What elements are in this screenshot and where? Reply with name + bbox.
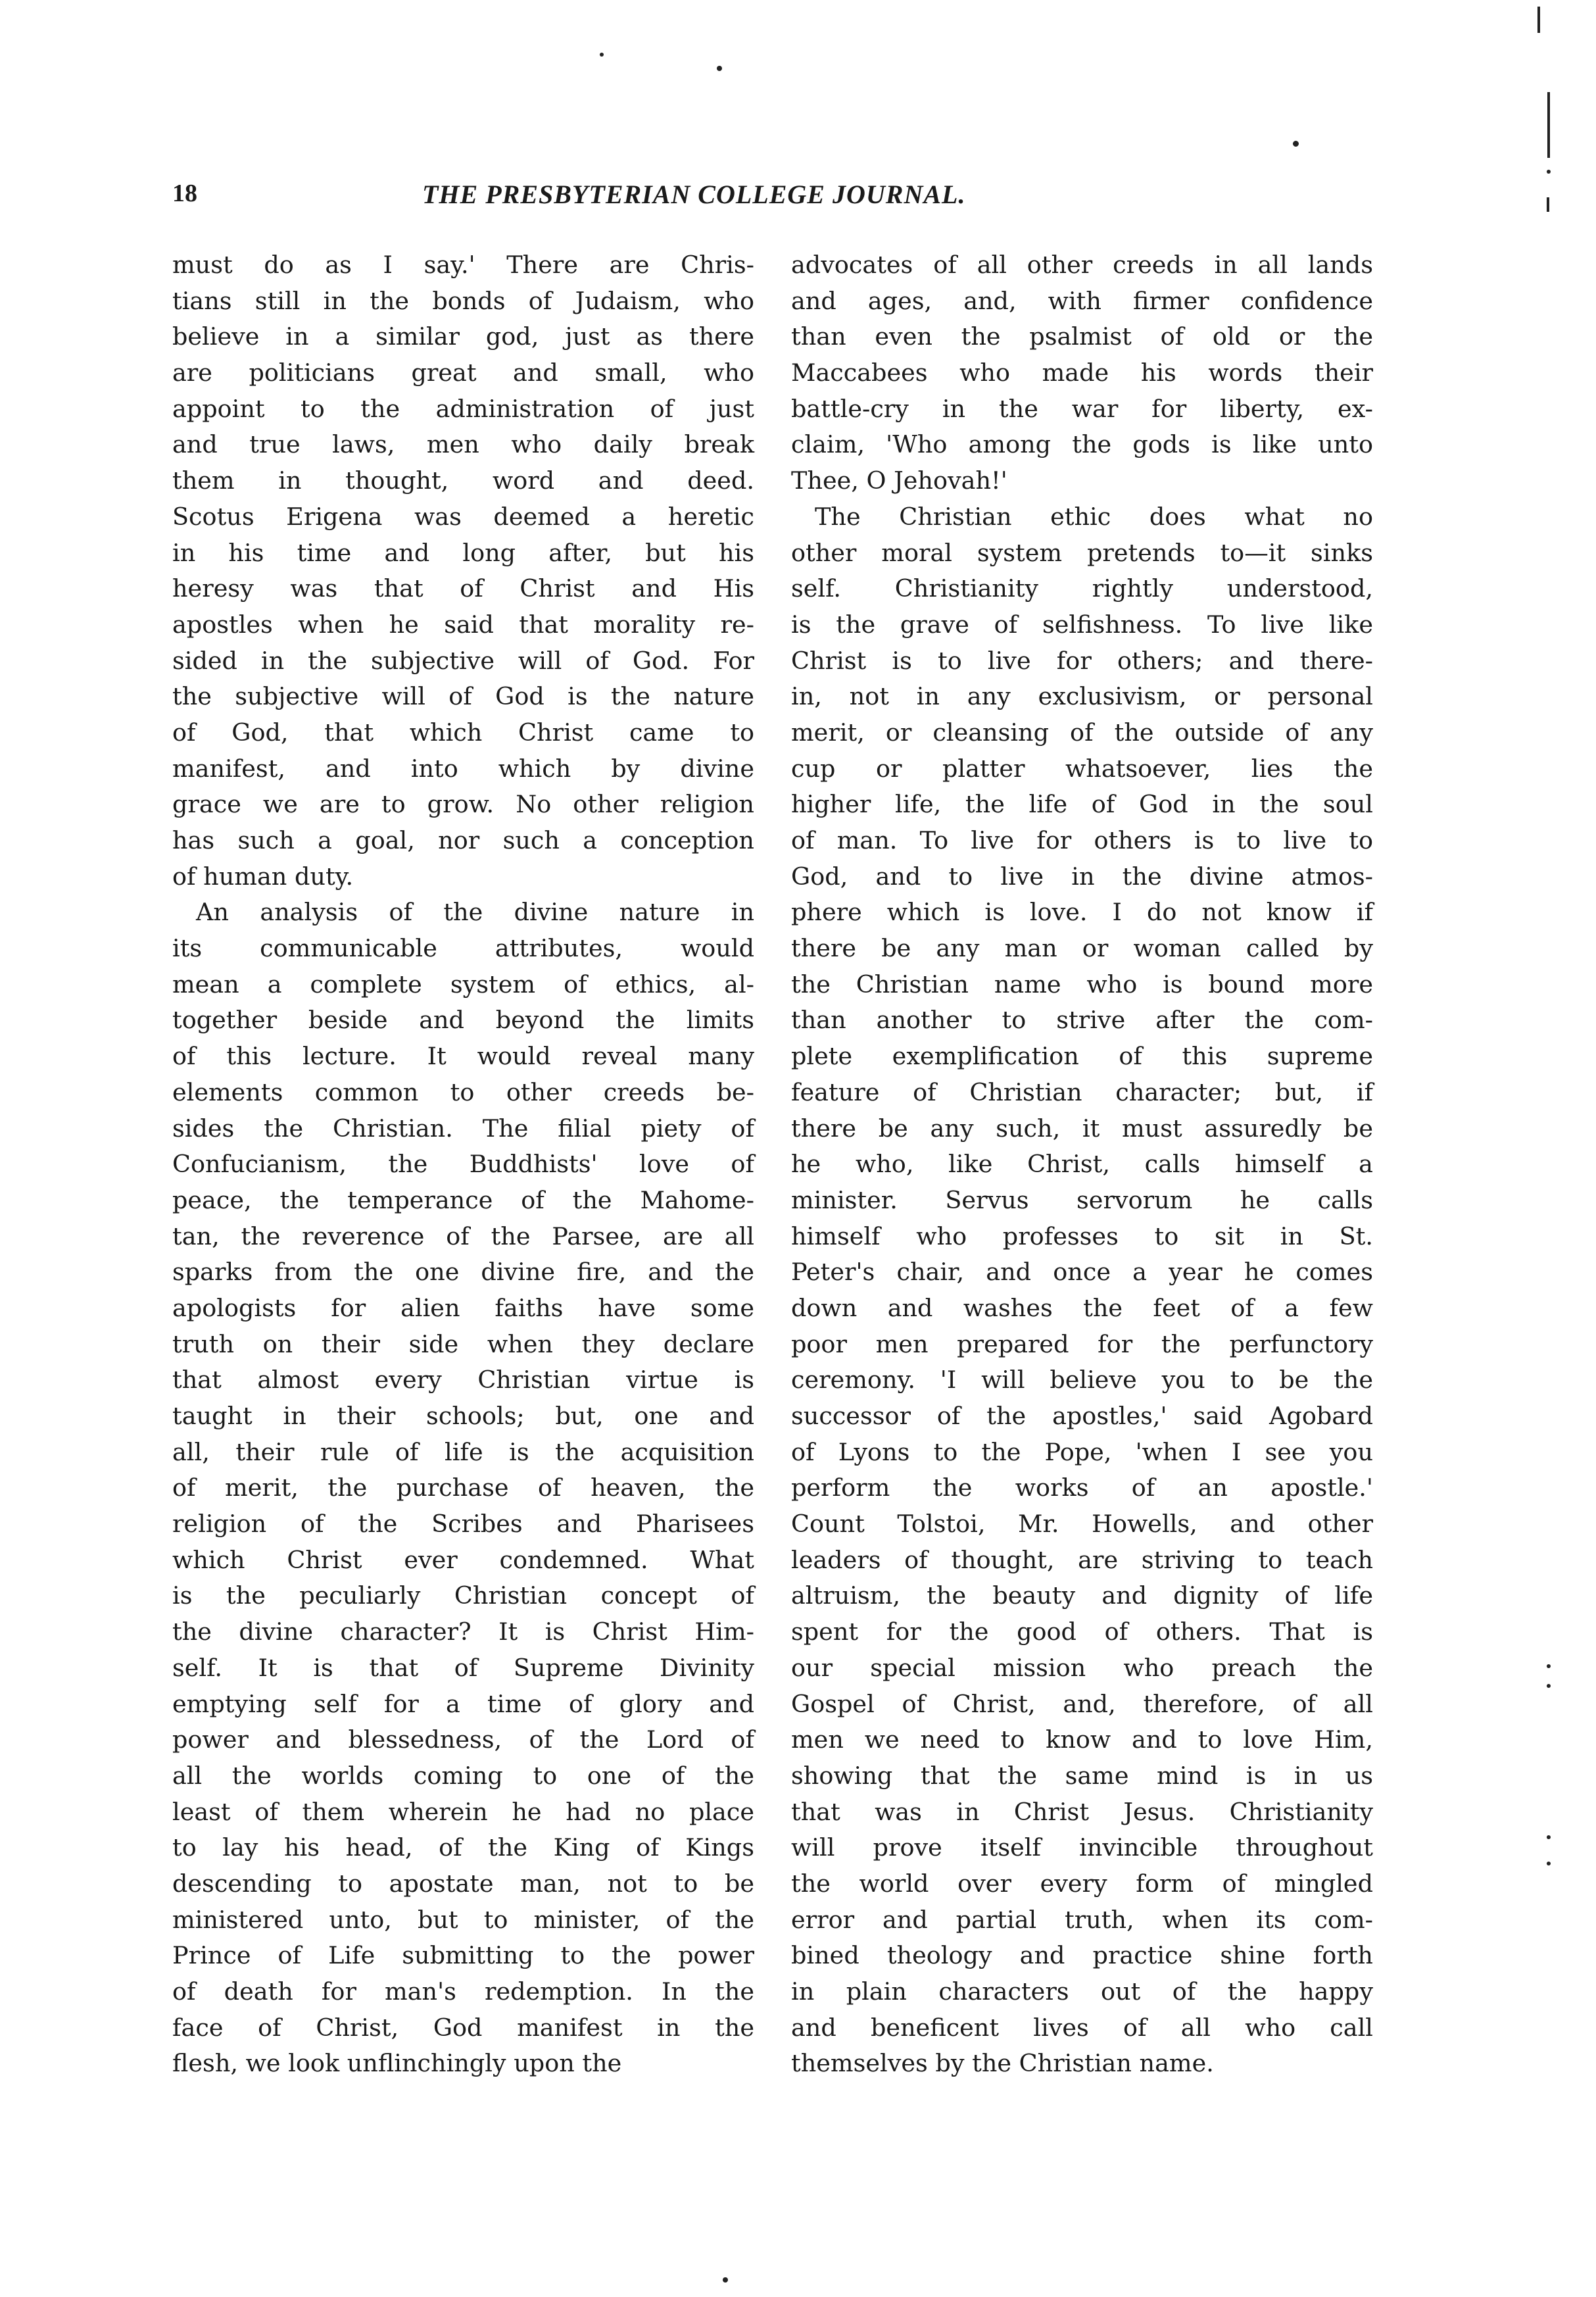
- text-line: Christ is to live for others; and there-: [791, 646, 1373, 675]
- text-line: minister. Servus servorum he calls: [791, 1185, 1373, 1214]
- text-line: taught in their schools; but, one and: [172, 1402, 754, 1430]
- text-line: he who, like Christ, calls himself a: [791, 1150, 1373, 1179]
- text-line: least of them wherein he had no place: [172, 1797, 754, 1826]
- margin-mark: [1547, 197, 1549, 212]
- text-line: all, their rule of life is the acquisition: [172, 1437, 754, 1466]
- text-line: flesh, we look unflinchingly upon the: [172, 2049, 622, 2078]
- scan-speck: [1547, 1664, 1551, 1668]
- text-line: ceremony. 'I will believe you to be the: [791, 1366, 1373, 1395]
- text-line: himself who professes to sit in St.: [791, 1222, 1373, 1250]
- text-line: sides the Christian. The filial piety of: [172, 1114, 754, 1143]
- text-line: than even the psalmist of old or the: [791, 322, 1373, 351]
- text-line: that almost every Christian virtue is: [172, 1366, 754, 1395]
- text-line: of merit, the purchase of heaven, the: [172, 1473, 754, 1502]
- text-line: perform the works of an apostle.': [791, 1473, 1373, 1502]
- text-line: The Christian ethic does what no: [815, 502, 1373, 531]
- text-line: together beside and beyond the limits: [172, 1006, 754, 1035]
- text-line: truth on their side when they declare: [172, 1329, 754, 1358]
- text-line: to lay his head, of the King of Kings: [172, 1833, 754, 1862]
- scan-speck: [723, 2277, 728, 2283]
- text-line: is the peculiarly Christian concept of: [172, 1581, 754, 1610]
- text-line: all the worlds coming to one of the: [172, 1761, 754, 1790]
- text-line: is the grave of selfishness. To live like: [791, 610, 1373, 639]
- text-line: manifest, and into which by divine: [172, 754, 754, 783]
- text-line: altruism, the beauty and dignity of life: [791, 1581, 1373, 1610]
- text-line: our special mission who preach the: [791, 1653, 1373, 1682]
- text-line: the subjective will of God is the nature: [172, 682, 754, 711]
- text-line: spent for the good of others. That is: [791, 1618, 1373, 1646]
- text-line: merit, or cleansing of the outside of any: [791, 718, 1373, 747]
- running-header: [172, 179, 1119, 218]
- text-line: apostles when he said that morality re-: [172, 610, 754, 639]
- text-line: tan, the reverence of the Parsee, are all: [172, 1222, 754, 1250]
- text-line: believe in a similar god, just as there: [172, 322, 754, 351]
- text-line: its communicable attributes, would: [172, 934, 754, 963]
- text-line: self. Christianity rightly understood,: [791, 574, 1373, 603]
- text-line: advocates of all other creeds in all lands: [791, 251, 1373, 279]
- text-line: themselves by the Christian name.: [791, 2049, 1214, 2078]
- text-line: must do as I say.' There are Chris-: [172, 251, 754, 279]
- text-line: sparks from the one divine fire, and the: [172, 1258, 754, 1287]
- text-line: sided in the subjective will of God. For: [172, 646, 754, 675]
- margin-mark: [1547, 92, 1550, 158]
- text-line: and beneficent lives of all who call: [791, 2013, 1373, 2042]
- text-line: appoint to the administration of just: [172, 394, 754, 423]
- text-line: the world over every form of mingled: [791, 1869, 1373, 1898]
- scan-speck: [1547, 1862, 1551, 1865]
- text-line: will prove itself invincible throughout: [791, 1833, 1373, 1862]
- text-line: heresy was that of Christ and His: [172, 574, 754, 603]
- text-line: Thee, O Jehovah!': [791, 466, 1007, 495]
- text-line: there be any man or woman called by: [791, 934, 1373, 963]
- text-line: religion of the Scribes and Pharisees: [172, 1510, 754, 1539]
- scan-speck: [717, 66, 722, 71]
- text-line: bined theology and practice shine forth: [791, 1941, 1373, 1970]
- text-line: grace we are to grow. No other religion: [172, 790, 754, 819]
- text-line: men we need to know and to love Him,: [791, 1725, 1373, 1754]
- text-line: successor of the apostles,' said Agobard: [791, 1402, 1373, 1430]
- left-column: [172, 247, 754, 2082]
- text-line: tians still in the bonds of Judaism, who: [172, 286, 754, 315]
- text-line: of man. To live for others is to live to: [791, 826, 1373, 854]
- text-line: the divine character? It is Christ Him-: [172, 1618, 754, 1646]
- text-line: An analysis of the divine nature in: [196, 898, 754, 927]
- scan-speck: [600, 53, 604, 57]
- text-line: the Christian name who is bound more: [791, 970, 1373, 999]
- text-line: power and blessedness, of the Lord of: [172, 1725, 754, 1754]
- text-line: them in thought, word and deed.: [172, 466, 754, 495]
- text-line: claim, 'Who among the gods is like unto: [791, 430, 1373, 459]
- text-line: self. It is that of Supreme Divinity: [172, 1653, 754, 1682]
- text-line: are politicians great and small, who: [172, 358, 754, 387]
- text-line: in plain characters out of the happy: [791, 1977, 1373, 2006]
- text-line: Confucianism, the Buddhists' love of: [172, 1150, 754, 1179]
- text-line: Peter's chair, and once a year he comes: [791, 1258, 1373, 1287]
- text-line: of Lyons to the Pope, 'when I see you: [791, 1437, 1373, 1466]
- text-line: ministered unto, but to minister, of the: [172, 1905, 754, 1934]
- scan-speck: [1547, 1684, 1551, 1688]
- text-line: apologists for alien faiths have some: [172, 1293, 754, 1322]
- text-line: in, not in any exclusivism, or personal: [791, 682, 1373, 711]
- text-line: peace, the temperance of the Mahome-: [172, 1185, 754, 1214]
- text-line: in his time and long after, but his: [172, 538, 754, 567]
- text-line: battle-cry in the war for liberty, ex-: [791, 394, 1373, 423]
- text-line: other moral system pretends to—it sinks: [791, 538, 1373, 567]
- text-line: showing that the same mind is in us: [791, 1761, 1373, 1790]
- text-line: feature of Christian character; but, if: [791, 1077, 1373, 1106]
- text-line: poor men prepared for the perfunctory: [791, 1329, 1373, 1358]
- scan-speck: [1293, 141, 1299, 147]
- text-line: God, and to live in the divine atmos-: [791, 862, 1373, 891]
- text-line: plete exemplification of this supreme: [791, 1042, 1373, 1071]
- text-line: and true laws, men who daily break: [172, 430, 754, 459]
- text-line: cup or platter whatsoever, lies the: [791, 754, 1373, 783]
- text-line: leaders of thought, are striving to teach: [791, 1545, 1373, 1574]
- text-line: which Christ ever condemned. What: [172, 1545, 754, 1574]
- text-line: of death for man's redemption. In the: [172, 1977, 754, 2006]
- text-line: of human duty.: [172, 862, 354, 891]
- text-line: error and partial truth, when its com-: [791, 1905, 1373, 1934]
- text-line: Gospel of Christ, and, therefore, of all: [791, 1689, 1373, 1718]
- text-line: of God, that which Christ came to: [172, 718, 754, 747]
- text-line: higher life, the life of God in the soul: [791, 790, 1373, 819]
- text-line: down and washes the feet of a few: [791, 1293, 1373, 1322]
- text-line: emptying self for a time of glory and: [172, 1689, 754, 1718]
- scan-speck: [1547, 170, 1551, 174]
- text-line: Scotus Erigena was deemed a heretic: [172, 502, 754, 531]
- right-column: [791, 247, 1373, 2082]
- page-number: 18: [172, 180, 197, 207]
- text-line: mean a complete system of ethics, al-: [172, 970, 754, 999]
- text-line: Count Tolstoi, Mr. Howells, and other: [791, 1510, 1373, 1539]
- text-line: and ages, and, with firmer confidence: [791, 286, 1373, 315]
- text-line: than another to strive after the com-: [791, 1006, 1373, 1035]
- text-line: face of Christ, God manifest in the: [172, 2013, 754, 2042]
- scan-speck: [1547, 1835, 1551, 1839]
- text-line: Prince of Life submitting to the power: [172, 1941, 754, 1970]
- running-title: THE PRESBYTERIAN COLLEGE JOURNAL.: [422, 180, 966, 209]
- text-line: that was in Christ Jesus. Christianity: [791, 1797, 1373, 1826]
- text-line: of this lecture. It would reveal many: [172, 1042, 754, 1071]
- text-line: Maccabees who made his words their: [791, 358, 1373, 387]
- text-line: elements common to other creeds be-: [172, 1077, 754, 1106]
- text-line: there be any such, it must assuredly be: [791, 1114, 1373, 1143]
- margin-mark: [1537, 7, 1540, 33]
- text-line: has such a goal, nor such a conception: [172, 826, 754, 854]
- text-line: phere which is love. I do not know if: [791, 898, 1373, 927]
- text-line: descending to apostate man, not to be: [172, 1869, 754, 1898]
